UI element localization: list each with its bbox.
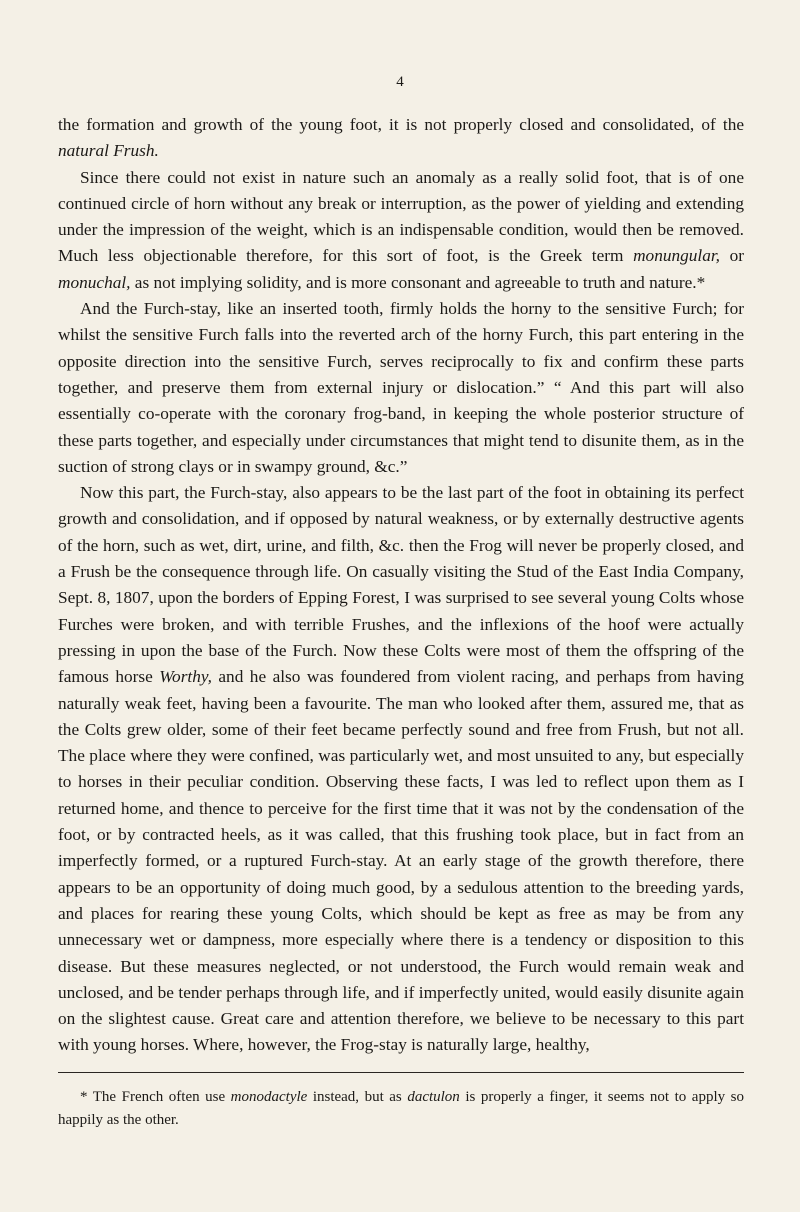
- italic-text: natural Frush.: [58, 141, 159, 161]
- paragraph: [58, 165, 744, 296]
- footnote: [58, 1086, 744, 1132]
- text-run: instead, but as: [307, 1089, 408, 1105]
- text-run: Since there could not exist in nature such an anomaly as a really solid foot, that is of one continued circle of horn without any break or interruption, as the power of yielding and extending under the impression of the weight, which is an indispensable condition, would then be removed. Much less objectionable therefore, for this sort of foot, is the Greek term: [58, 167, 744, 266]
- text-run: or: [719, 246, 744, 266]
- text-run: and he also was foundered from violent racing, and perhaps from having naturally weak feet, having been a favourite. The man who looked after them, assured me, that as the Colts grew older, some of their feet became perfectly sound and free from Frush, but not all. The place where they were confined, was particularly wet, and most unsuited to any, but especially to horses in their peculiar condition. Observing these facts, I was led to reflect upon them as I returned home, and thence to perceive for the first time that it was not by the condensation of the foot, or by contracted heels, as it was called, that this frushing took place, but in fact from an imperfectly formed, or a ruptured Furch-stay. At an early stage of the growth therefore, there appears to be an opportunity of doing much good, by a sedulous attention to the breeding yards, and places for rearing these young Colts, which should be kept as free as may be from any unnecessary wet or dampness, more especially where there is a tendency or disposition to this disease. But these measures neglected, or not understood, the Furch would remain weak and unclosed, and be tender perhaps through life, and if imperfectly united, would easily disunite again on the slightest cause. Great care and attention therefore, we believe to be necessary to this part with young horses. Where, however, the Frog-stay is naturally large, healthy,: [58, 667, 744, 1055]
- text-run: as not implying solidity, and is more consonant and agreeable to truth and nature.*: [130, 272, 706, 292]
- text-run: And the Furch-stay, like an inserted tooth, firmly holds the horny to the sensitive Furch; for whilst the sensitive Furch falls into the reverted arch of the horny Furch, this part entering in the opposite direction into the sensitive Furch, serves reciprocally to fix and confirm these parts together, and preserve them from external injury or dislocation.” “ And this part will also essentially co-operate with the coronary frog-band, in keeping the whole posterior structure of these parts together, and especially under circumstances that might tend to disunite them, as in the suction of strong clays or in swampy ground, &c.”: [58, 299, 744, 476]
- text-run: Now this part, the Furch-stay, also appears to be the last part of the foot in obtaining its perfect growth and consolidation, and if opposed by natural weakness, or by externally destructive agents of the horn, such as wet, dirt, urine, and filth, &c. then the Frog will never be properly closed, and a Frush be the consequence through life. On casually visiting the Stud of the East India Company, Sept. 8, 1807, upon the borders of Epping Forest, I was surprised to see several young Colts whose Furches were broken, and with terrible Frushes, and the inflexions of the hoof were actually pressing in upon the base of the Furch. Now these Colts were most of them the offspring of the famous horse: [58, 483, 744, 687]
- page-number: 4: [396, 74, 404, 90]
- italic-text: monodactyle: [230, 1089, 308, 1105]
- text-run: * The French often use: [80, 1089, 231, 1105]
- paragraph: [58, 296, 744, 480]
- text-run: is properly a finger, it seems not to apply so happily as the other.: [58, 1089, 745, 1128]
- text-run: the formation and growth of the young foot, it is not properly closed and consolidated, of the: [58, 115, 744, 134]
- paragraph: [58, 112, 744, 165]
- italic-text: dactulon: [407, 1089, 460, 1105]
- italic-text: monungular,: [633, 246, 720, 266]
- paragraph: [58, 480, 744, 1059]
- footnote-divider: [58, 1072, 744, 1073]
- body-text: [58, 112, 744, 1059]
- italic-text: monuchal,: [58, 272, 131, 292]
- italic-text: Worthy,: [159, 667, 212, 687]
